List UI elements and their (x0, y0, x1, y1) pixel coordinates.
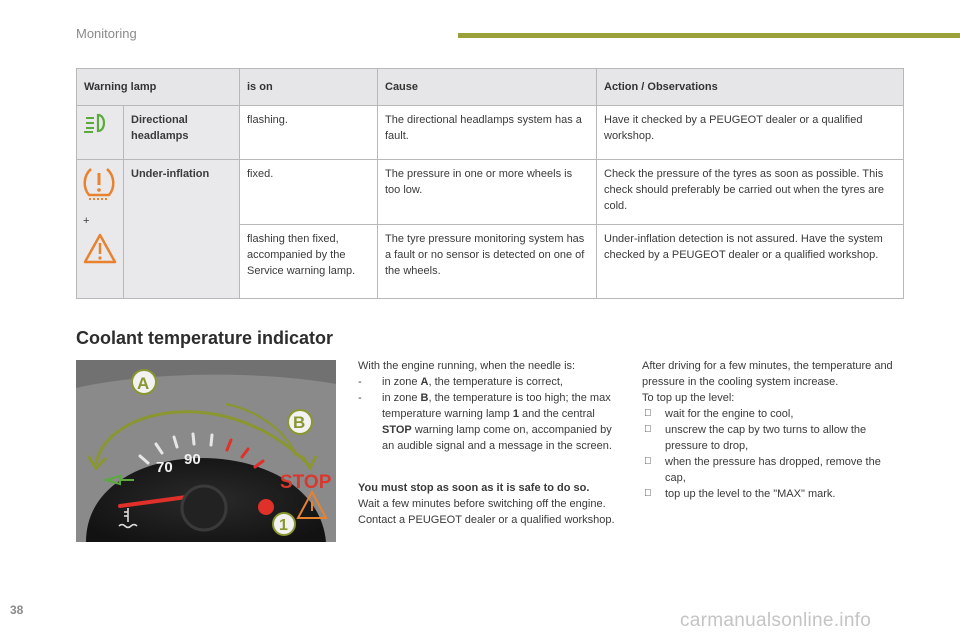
gauge-label-1: 1 (279, 517, 288, 534)
gauge-stop-label: STOP (280, 472, 332, 493)
page-number: 38 (10, 603, 24, 617)
tyre-pressure-icon (83, 166, 115, 202)
header-action: Action / Observations (597, 69, 904, 106)
coolant-title: Coolant temperature indicator (76, 328, 334, 348)
header-is-on: is on (240, 69, 378, 106)
watermark-text: carmanualsonline.info (680, 610, 872, 631)
step-text: wait for the engine to cool, (665, 408, 794, 420)
header-cause: Cause (378, 69, 597, 106)
table-row (77, 160, 904, 225)
bullet-icon (644, 454, 652, 470)
gauge-label-b: B (293, 413, 306, 432)
lamp-action: Have it checked by a PEUGEOT dealer or a qualified workshop. (597, 106, 904, 160)
list-item (642, 454, 904, 486)
lamp-action: Check the pressure of the tyres as soon as possible. This check should preferably be carried out when the tyres are cold. (597, 160, 904, 225)
wait-note: Wait a few minutes before switching off the engine. (358, 498, 606, 510)
list-item (642, 422, 904, 454)
zone-a-label: A (420, 376, 429, 388)
coolant-intro: With the engine running, when the needle is: (358, 360, 576, 372)
lamp-number: 1 (512, 408, 519, 420)
zone-b-text-end: warning lamp come on, accompanied by an audible signal and a message in the screen. (382, 424, 612, 452)
bullet-icon (644, 486, 652, 502)
gauge-label-a: A (137, 374, 150, 393)
zone-a-text-end: , the temperature is correct, (428, 376, 563, 388)
zone-b-label: B (420, 392, 429, 404)
top-up-intro: To top up the level: (642, 392, 735, 404)
list-dash: - (358, 392, 362, 404)
list-item (358, 390, 620, 454)
bullet-icon (644, 406, 652, 422)
list-item (642, 486, 904, 502)
step-text: top up the level to the "MAX" mark. (665, 488, 836, 500)
table-header-row (77, 69, 904, 106)
lamp-icon-cell (77, 106, 124, 160)
step-text: when the pressure has dropped, remove the cap, (665, 456, 881, 484)
warning-lamp-table (76, 68, 904, 299)
list-dash: - (358, 376, 362, 388)
lamp-is-on: flashing. (240, 106, 378, 160)
lamp-name: Under-inflation (124, 160, 240, 299)
lamp-cause: The tyre pressure monitoring system has a fault or no sensor is detected on one of the wheels. (378, 225, 597, 299)
zone-b-text-mid2: and the central (518, 408, 595, 420)
top-up-steps (642, 406, 904, 502)
bullet-icon (644, 422, 652, 438)
header-warning-lamp: Warning lamp (77, 69, 240, 106)
lamp-name: Directional headlamps (124, 106, 240, 160)
list-item (642, 406, 904, 422)
contact-note: Contact a PEUGEOT dealer or a qualified workshop. (358, 514, 615, 526)
coolant-gauge-illustration (76, 360, 336, 542)
coolant-text-left (358, 358, 620, 528)
section-title: Monitoring (76, 26, 137, 41)
table-row (77, 106, 904, 160)
zone-list (358, 374, 620, 454)
zone-b-text-mid: , the temperature is too high; the max temperature warning lamp (382, 392, 611, 420)
lamp-cause: The directional headlamps system has a fault. (378, 106, 597, 160)
stop-word: STOP (382, 424, 412, 436)
coolant-text-right (642, 358, 904, 502)
stop-note: You must stop as soon as it is safe to do so. (358, 482, 590, 494)
lamp-action: Under-inflation detection is not assured. Have the system checked by a PEUGEOT dealer or a qualified workshop. (597, 225, 904, 299)
plus-sign: + (83, 215, 90, 227)
gauge-tick-70: 70 (156, 459, 173, 476)
zone-b-text: in zone (382, 392, 421, 404)
service-warning-icon (83, 233, 117, 265)
lamp-cause: The pressure in one or more wheels is too low. (378, 160, 597, 225)
step-text: unscrew the cap by two turns to allow the pressure to drop, (665, 424, 867, 452)
list-item (358, 374, 620, 390)
lamp-is-on: flashing then fixed, accompanied by the Service warning lamp. (240, 225, 378, 299)
directional-headlamp-icon (83, 112, 113, 134)
header-accent-bar (458, 33, 960, 38)
zone-a-text: in zone (382, 376, 421, 388)
gauge-tick-90: 90 (184, 451, 201, 468)
lamp-icon-cell (77, 160, 124, 299)
lamp-is-on: fixed. (240, 160, 378, 225)
after-driving-text: After driving for a few minutes, the temperature and pressure in the cooling system increase. (642, 360, 893, 388)
